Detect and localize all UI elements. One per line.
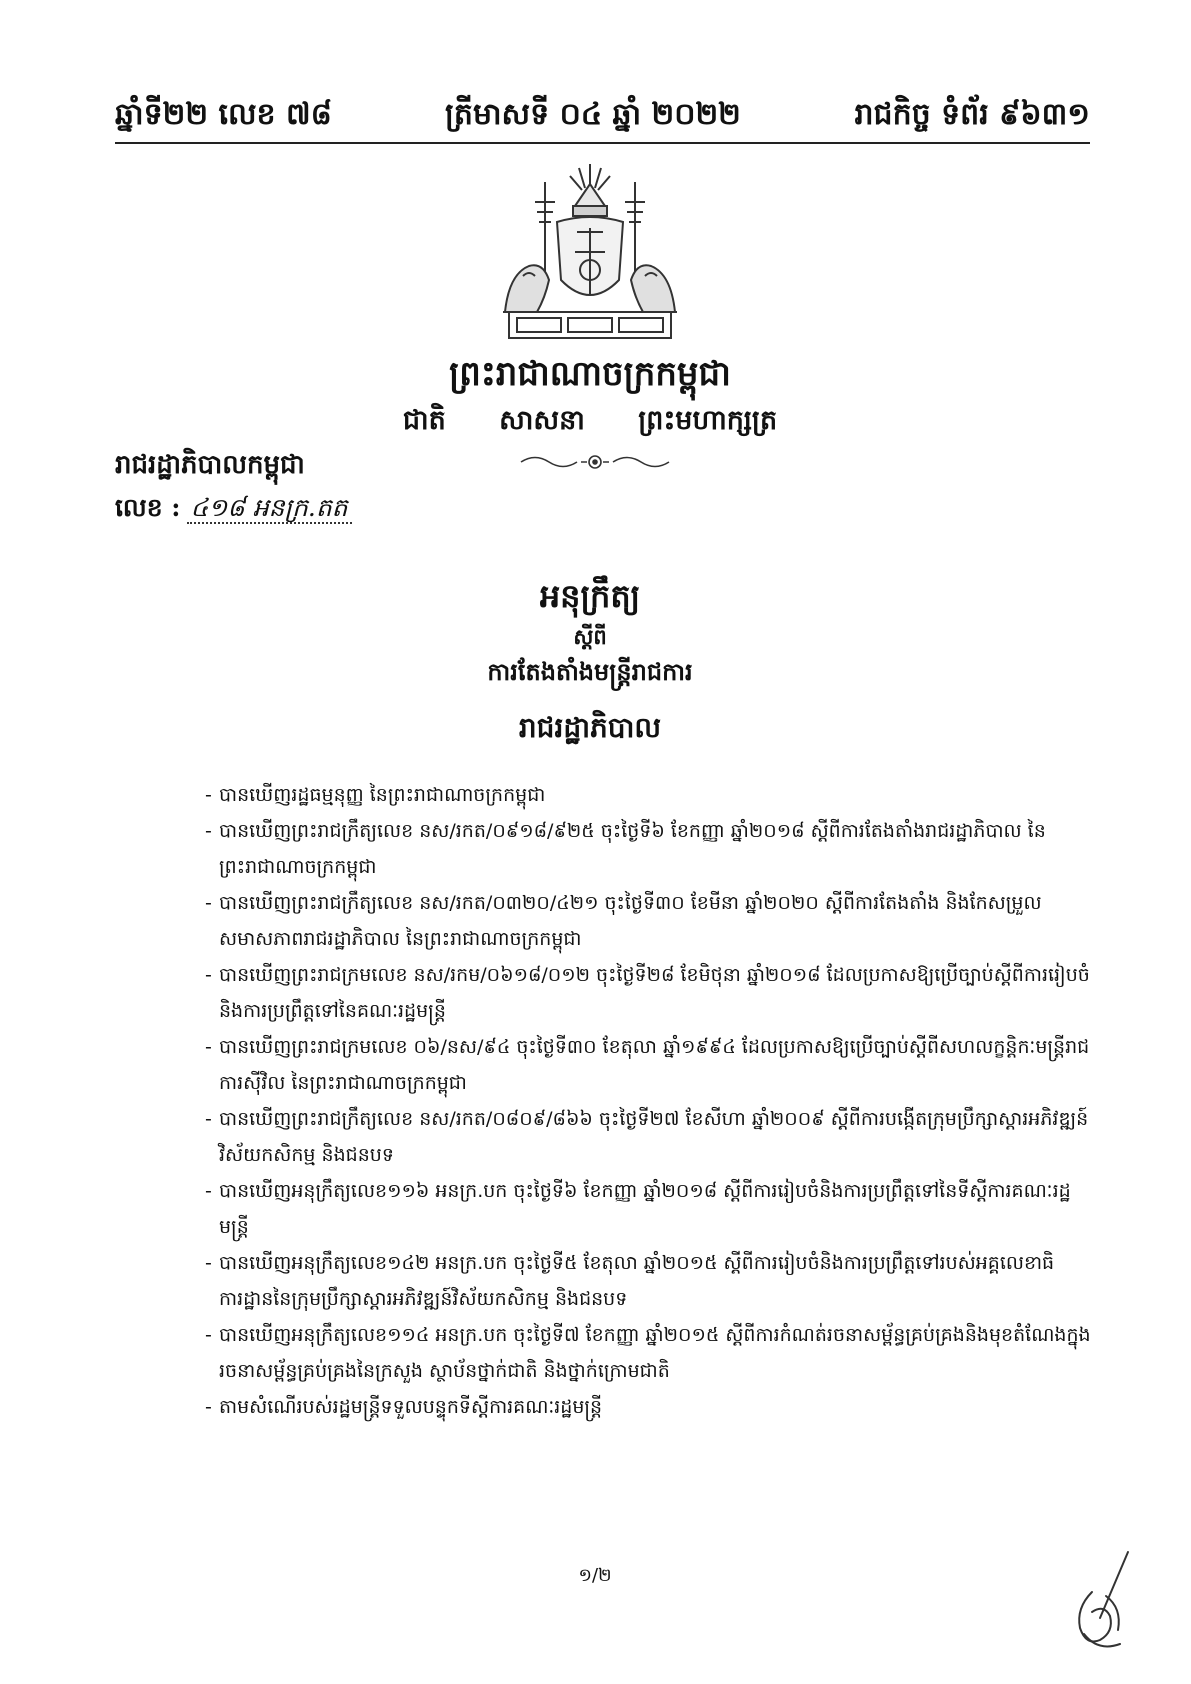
list-item: - បានឃើញអនុក្រឹត្យលេខ១៤២ អនក្រ.បក ចុះថ្ងៃទី៥ ខែតុលា ឆ្នាំ២០១៥ ស្តីពីការរៀបចំនិងការប្រព្រឹត្តទៅរបស់អគ្គលេខាធិការដ្ឋាននៃក្រុមប្រឹក្សាស្តារអភិវឌ្ឍន៍វិស័យកសិកម្ម និងជនបទ [205, 1245, 1095, 1317]
legal-basis-list [205, 777, 1095, 1425]
royal-coat-of-arms-icon [495, 162, 685, 352]
issuing-authority: រាជរដ្ឋាភិបាល [518, 711, 662, 744]
list-item: - បានឃើញអនុក្រឹត្យលេខ១១៤ អនក្រ.បក ចុះថ្ងៃទី៧ ខែកញ្ញា ឆ្នាំ២០១៥ ស្តីពីការកំណត់រចនាសម្ព័ន្ធគ្រប់គ្រងនិងមុខតំណែងក្នុងរចនាសម្ព័ន្ធគ្រប់គ្រងនៃក្រសួង ស្ថាប័នថ្នាក់ជាតិ និងថ្នាក់ក្រោមជាតិ [205, 1317, 1095, 1389]
document-type: អនុក្រឹត្យ [539, 577, 641, 615]
handwritten-signature-icon [1070, 1548, 1134, 1656]
gazette-quarter: ត្រីមាសទី ០៤ ឆ្នាំ ២០២២ [445, 97, 741, 132]
motto-religion: សាសនា [499, 405, 585, 436]
list-item: - បានឃើញព្រះរាជក្រឹត្យលេខ នស/រកត/០៣២០/៤២១ ចុះថ្ងៃទី៣០ ខែមីនា ឆ្នាំ២០២០ ស្តីពីការតែងតាំង និងកែសម្រួលសមាសភាពរាជរដ្ឋាភិបាល នៃព្រះរាជាណាចក្រកម្ពុជា [205, 885, 1095, 957]
gazette-issue: ឆ្នាំទី២២ លេខ ៧៨ [115, 97, 332, 132]
kingdom-name: ព្រះរាជាណាចក្រកម្ពុជា [449, 354, 731, 394]
list-item: - បានឃើញព្រះរាជក្រឹត្យលេខ នស/រកត/០៨០៩/៨៦៦ ចុះថ្ងៃទី២៧ ខែសីហា ឆ្នាំ២០០៩ ស្តីពីការបង្កើតក្រុមប្រឹក្សាស្តារអភិវឌ្ឍន៍វិស័យកសិកម្ម និងជនបទ [205, 1101, 1095, 1173]
divider-ornament-icon [515, 451, 675, 473]
list-item: - បានឃើញព្រះរាជក្រមលេខ ០៦/នស/៩៤ ចុះថ្ងៃទី៣០ ខែតុលា ឆ្នាំ១៩៩៤ ដែលប្រកាសឱ្យប្រើច្បាប់ស្តីពីសហលក្ខន្តិកៈមន្ត្រីរាជការស៊ីវិល នៃព្រះរាជាណាចក្រកម្ពុជា [205, 1029, 1095, 1101]
issuer-name: រាជរដ្ឋាភិបាលកម្ពុជា [115, 450, 305, 480]
motto-nation: ជាតិ [402, 405, 446, 436]
gazette-page: រាជកិច្ច ទំព័រ ៩៦៣១ [854, 97, 1090, 132]
document-about: ស្តីពី [573, 624, 607, 649]
list-item: - បានឃើញរដ្ឋធម្មនុញ្ញ នៃព្រះរាជាណាចក្រកម្ពុជា [205, 777, 1095, 813]
list-item: - បានឃើញព្រះរាជក្រឹត្យលេខ នស/រកត/០៩១៨/៩២៥ ចុះថ្ងៃទី៦ ខែកញ្ញា ឆ្នាំ២០១៨ ស្តីពីការតែងតាំងរាជរដ្ឋាភិបាល នៃព្រះរាជាណាចក្រកម្ពុជា [205, 813, 1095, 885]
kingdom-motto [350, 403, 830, 439]
document-subject: ការតែងតាំងមន្ត្រីរាជការ [487, 657, 693, 686]
list-item: - បានឃើញអនុក្រឹត្យលេខ១១៦ អនក្រ.បក ចុះថ្ងៃទី៦ ខែកញ្ញា ឆ្នាំ២០១៨ ស្តីពីការរៀបចំនិងការប្រព្រឹត្តទៅនៃទីស្តីការគណៈរដ្ឋមន្ត្រី [205, 1173, 1095, 1245]
gazette-header [115, 92, 1090, 138]
motto-king: ព្រះមហាក្សត្រ [638, 405, 778, 436]
list-item: - បានឃើញព្រះរាជក្រមលេខ នស/រកម/០៦១៨/០១២ ចុះថ្ងៃទី២៨ ខែមិថុនា ឆ្នាំ២០១៨ ដែលប្រកាសឱ្យប្រើច្បាប់ស្តីពីការរៀបចំនិងការប្រព្រឹត្តទៅនៃគណៈរដ្ឋមន្ត្រី [205, 957, 1095, 1029]
page-number: ១/២ [578, 1565, 612, 1586]
reference-value: ៤១៨ អនក្រ.តត [187, 493, 352, 524]
list-item: - តាមសំណើរបស់រដ្ឋមន្ត្រីទទួលបន្ទុកទីស្តីការគណៈរដ្ឋមន្ត្រី [205, 1389, 1095, 1425]
reference-label: លេខ : [115, 493, 181, 522]
header-divider [115, 142, 1090, 144]
reference-number [115, 490, 352, 526]
